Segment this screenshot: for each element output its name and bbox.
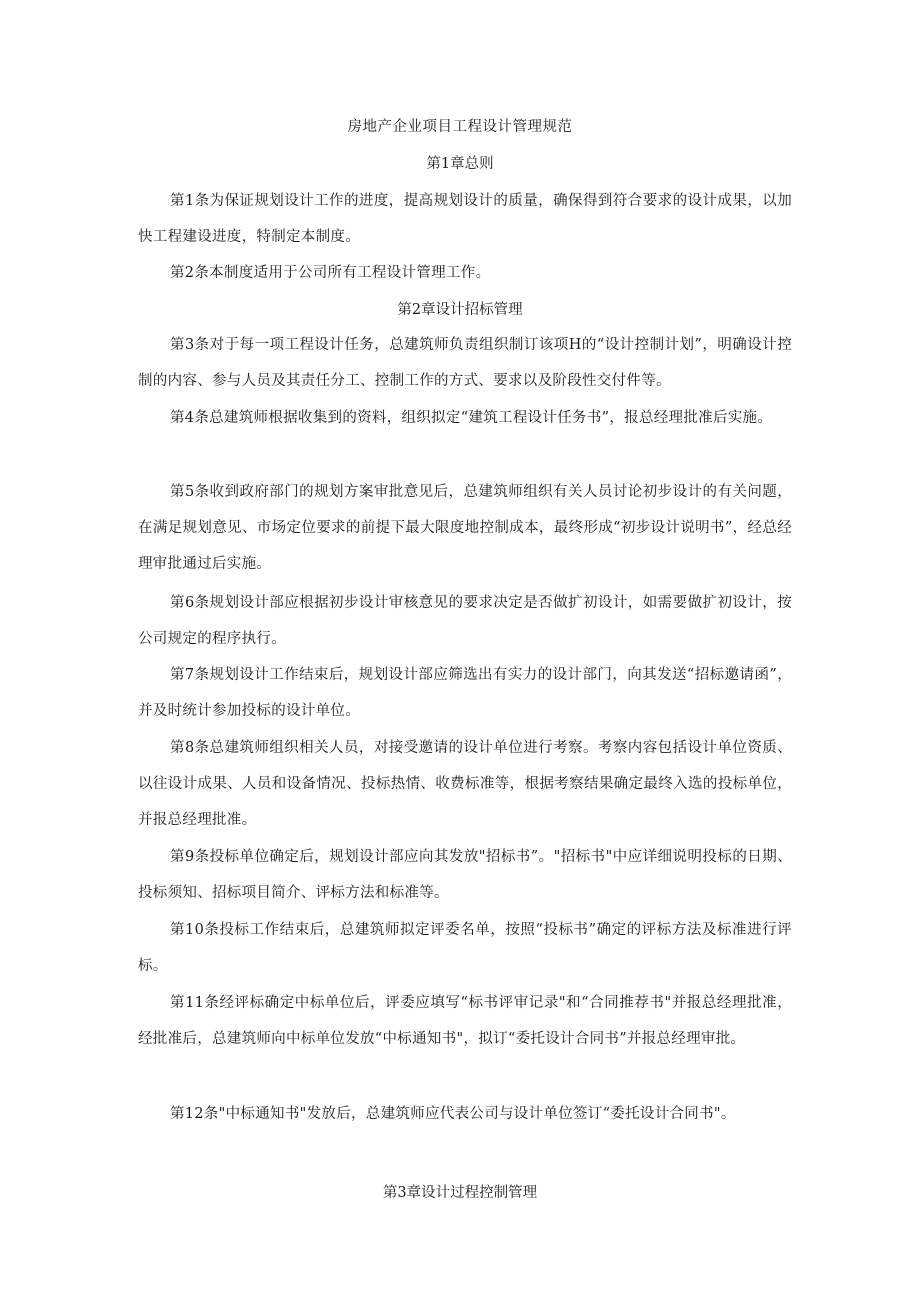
article-8: 第8条总建筑师组织相关人员，对接受邀请的设计单位进行考察。考察内容包括设计单位资质、以往设计成果、人员和设备情况、投标热情、收费标准等，根据考察结果确定最终入选的投标单位，并报总经理批准。 — [138, 740, 792, 828]
article-2: 第2条本制度适用于公司所有工程设计管理工作。 — [170, 265, 491, 281]
article-7: 第7条规划设计工作结束后，规划设计部应筛选出有实力的设计部门，向其发送“招标邀请函”，并及时统计参加投标的设计单位。 — [138, 667, 792, 719]
article-3: 第3条对于每一项工程设计任务，总建筑师负责组织制订该项H的“设计控制计划”，明确设计控制的内容、参与人员及其责任分工、控制工作的方式、要求以及阶段性交付件等。 — [138, 337, 792, 389]
article-9: 第9条投标单位确定后，规划设计部应向其发放"招标书”。"招标书"中应详细说明投标的日期、投标须知、招标项目简介、评标方法和标准等。 — [138, 849, 792, 901]
article-11: 第11条经评标确定中标单位后，评委应填写“标书评审记录"和“合同推荐书"并报总经理批准，经批准后，总建筑师向中标单位发放“中标通知书"，拟订“委托设计合同书”并报总经理审批。 — [138, 995, 792, 1047]
chapter-heading-1: 第1章总则 — [426, 156, 494, 172]
document-title: 房地产企业项目工程设计管理规范 — [347, 119, 573, 135]
article-5: 第5条收到政府部门的规划方案审批意见后，总建筑师组织有关人员讨论初步设计的有关问题，在满足规划意见、市场定位要求的前提下最大限度地控制成本，最终形成“初步设计说明书”，经总经理审批通过后实施。 — [138, 484, 792, 572]
article-10: 第10条投标工作结束后，总建筑师拟定评委名单，按照“投标书”确定的评标方法及标准进行评标。 — [138, 922, 792, 974]
article-12: 第12条"中标通知书"发放后，总建筑师应代表公司与设计单位签订“委托设计合同书"。 — [170, 1106, 736, 1122]
chapter-heading-3: 第3章设计过程控制管理 — [382, 1185, 538, 1201]
article-6: 第6条规划设计部应根据初步设计审核意见的要求决定是否做扩初设计，如需要做扩初设计，按公司规定的程序执行。 — [138, 595, 792, 647]
article-4: 第4条总建筑师根据收集到的资料，组织拟定“建筑工程设计任务书”，报总经理批准后实施。 — [170, 410, 773, 426]
chapter-heading-2: 第2章设计招标管理 — [397, 302, 523, 318]
article-1: 第1条为保证规划设计工作的进度，提高规划设计的质量，确保得到符合要求的设计成果，以加快工程建设进度，特制定本制度。 — [138, 193, 792, 245]
